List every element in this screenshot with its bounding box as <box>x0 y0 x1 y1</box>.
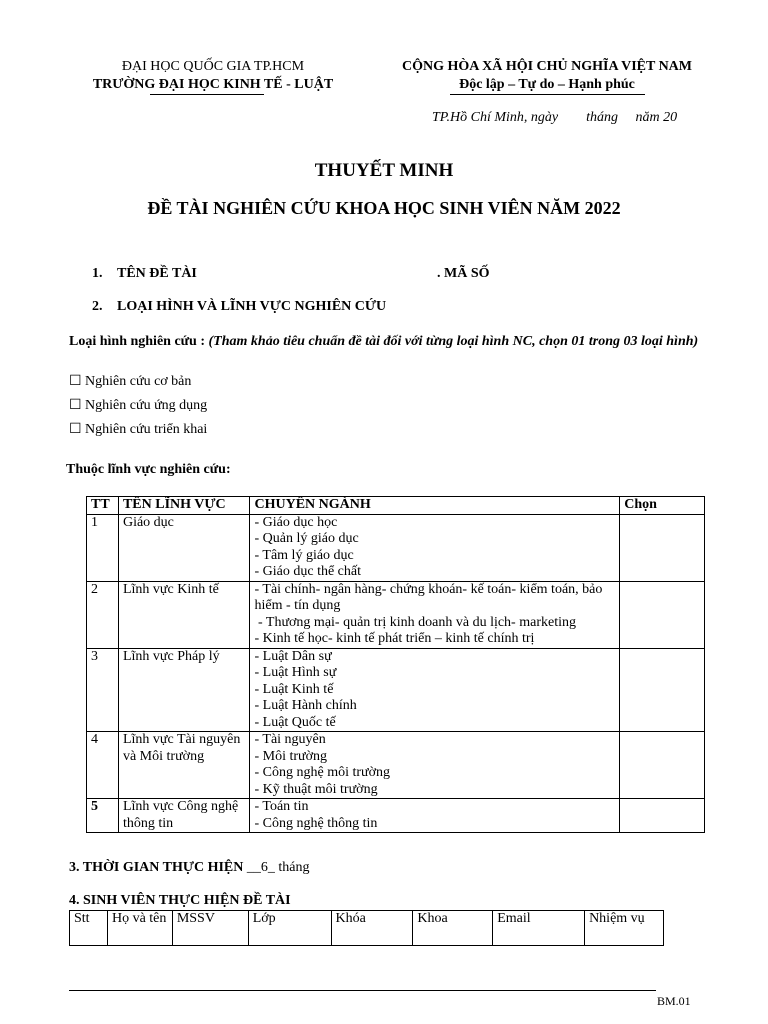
row-number: 1 <box>87 514 119 581</box>
section-2-number: 2. <box>92 299 103 314</box>
specialty-list <box>250 581 620 648</box>
header-specialty: CHUYÊN NGÀNH <box>250 497 620 515</box>
specialty-item: - Tài chính- ngân hàng- chứng khoán- kế toán- kiểm toán, bảo hiểm - tín dụng <box>254 581 603 613</box>
field-name: Lĩnh vực Kinh tế <box>118 581 250 648</box>
research-type-label: Loại hình nghiên cứu : <box>69 334 206 349</box>
select-column <box>620 514 705 581</box>
section-1-number: 1. <box>92 266 103 281</box>
table-row <box>87 648 705 732</box>
document-title: THUYẾT MINH <box>314 160 454 181</box>
header-tt: TT <box>87 497 119 515</box>
specialty-item: - Luật Hành chính <box>254 698 357 713</box>
students-header-row <box>70 911 664 946</box>
row-number: 4 <box>87 732 119 799</box>
specialty-list <box>250 514 620 581</box>
motto: Độc lập – Tự do – Hạnh phúc <box>459 77 635 92</box>
header-select: Chọn <box>620 497 705 515</box>
research-type-option-development[interactable]: ☐ Nghiên cứu triển khai <box>69 422 208 437</box>
header-student-id: MSSV <box>172 911 248 946</box>
specialty-item: - Công nghệ môi trường <box>254 765 391 780</box>
field-name: Lĩnh vực Tài nguyên và Môi trường <box>118 732 250 799</box>
table-row <box>87 732 705 799</box>
country-name: CỘNG HÒA XÃ HỘI CHỦ NGHĨA VIỆT NAM <box>401 59 692 74</box>
section-3-label: 3. THỜI GIAN THỰC HIỆN <box>69 860 247 875</box>
header-cohort: Khóa <box>331 911 413 946</box>
research-type-note: (Tham khảo tiêu chuẩn đề tài đối với từng loại hình NC, chọn 01 trong 03 loại hình) <box>208 334 699 349</box>
table-row <box>87 514 705 581</box>
header-faculty: Khoa <box>413 911 493 946</box>
field-heading: Thuộc lĩnh vực nghiên cứu: <box>66 462 231 477</box>
specialty-item: - Tâm lý giáo dục <box>254 547 354 563</box>
school-underline <box>150 94 264 95</box>
university-header <box>58 58 368 94</box>
header-task: Nhiệm vụ <box>585 911 664 946</box>
specialty-item: - Quản lý giáo dục <box>254 531 359 546</box>
specialty-item: - Kinh tế học- kinh tế phát triển – kinh tế chính trị <box>254 631 535 646</box>
section-4-label: 4. SINH VIÊN THỰC HIỆN ĐỀ TÀI <box>69 893 291 908</box>
select-column <box>620 581 705 648</box>
section-1-label: TÊN ĐỀ TÀI <box>117 266 197 281</box>
specialty-item: - Luật Dân sự <box>254 648 332 664</box>
row-number: 5 <box>87 799 119 833</box>
school-name: TRƯỜNG ĐẠI HỌC KINH TẾ - LUẬT <box>92 77 334 92</box>
specialty-item: - Luật Quốc tế <box>254 714 336 730</box>
specialty-item: - Môi trường <box>254 748 328 764</box>
specialty-item: - Công nghệ thông tin <box>254 815 378 831</box>
field-name: Lĩnh vực Công nghệ thông tin <box>118 799 250 833</box>
select-spacer <box>624 582 700 599</box>
date-line: TP.Hồ Chí Minh, ngày tháng năm 20 <box>432 110 678 125</box>
specialty-item: - Luật Kinh tế <box>254 681 334 697</box>
specialty-item: - Tài nguyên <box>254 732 326 747</box>
select-column <box>620 732 705 799</box>
specialty-list <box>250 799 620 833</box>
research-type-option-basic[interactable]: ☐ Nghiên cứu cơ bản <box>69 374 192 389</box>
footer-divider <box>69 990 656 991</box>
table-row <box>87 581 705 648</box>
field-name: Lĩnh vực Pháp lý <box>118 648 250 732</box>
specialty-item: - Kỹ thuật môi trường <box>254 781 378 797</box>
motto-underline <box>450 94 645 95</box>
form-code: BM.01 <box>657 994 691 1008</box>
specialty-list <box>250 732 620 799</box>
research-fields-table <box>86 496 705 833</box>
specialty-item: - Toán tin <box>254 799 309 814</box>
header-full-name: Họ và tên <box>107 911 172 946</box>
select-column <box>620 648 705 732</box>
national-header <box>372 58 722 94</box>
section-3 <box>69 860 310 876</box>
table-header-row <box>87 497 705 515</box>
project-code-label: . MÃ SỐ <box>437 266 490 281</box>
specialty-item: - Luật Hình sự <box>254 665 337 680</box>
students-table <box>69 910 664 946</box>
header-field-name: TÊN LĨNH VỰC <box>118 497 250 515</box>
header-email: Email <box>493 911 585 946</box>
header-class: Lớp <box>248 911 331 946</box>
section-2-label: LOẠI HÌNH VÀ LĨNH VỰC NGHIÊN CỨU <box>117 299 387 314</box>
specialty-item: - Giáo dục thể chất <box>254 564 361 579</box>
specialty-list <box>250 648 620 732</box>
specialty-item: - Giáo dục học <box>254 514 338 530</box>
research-type-option-applied[interactable]: ☐ Nghiên cứu ứng dụng <box>69 398 208 413</box>
research-type-paragraph <box>69 333 700 350</box>
row-number: 2 <box>87 581 119 648</box>
table-row <box>87 799 705 833</box>
select-column <box>620 799 705 833</box>
specialty-item: - Thương mại- quản trị kinh doanh và du lịch- marketing <box>254 614 576 630</box>
row-number: 3 <box>87 648 119 732</box>
document-subtitle: ĐỀ TÀI NGHIÊN CỨU KHOA HỌC SINH VIÊN NĂM 2022 <box>147 198 621 218</box>
duration-value: __6_ tháng <box>246 860 310 875</box>
header-stt: Stt <box>70 911 108 946</box>
university-name: ĐẠI HỌC QUỐC GIA TP.HCM <box>121 59 305 74</box>
field-name: Giáo dục <box>118 514 250 581</box>
